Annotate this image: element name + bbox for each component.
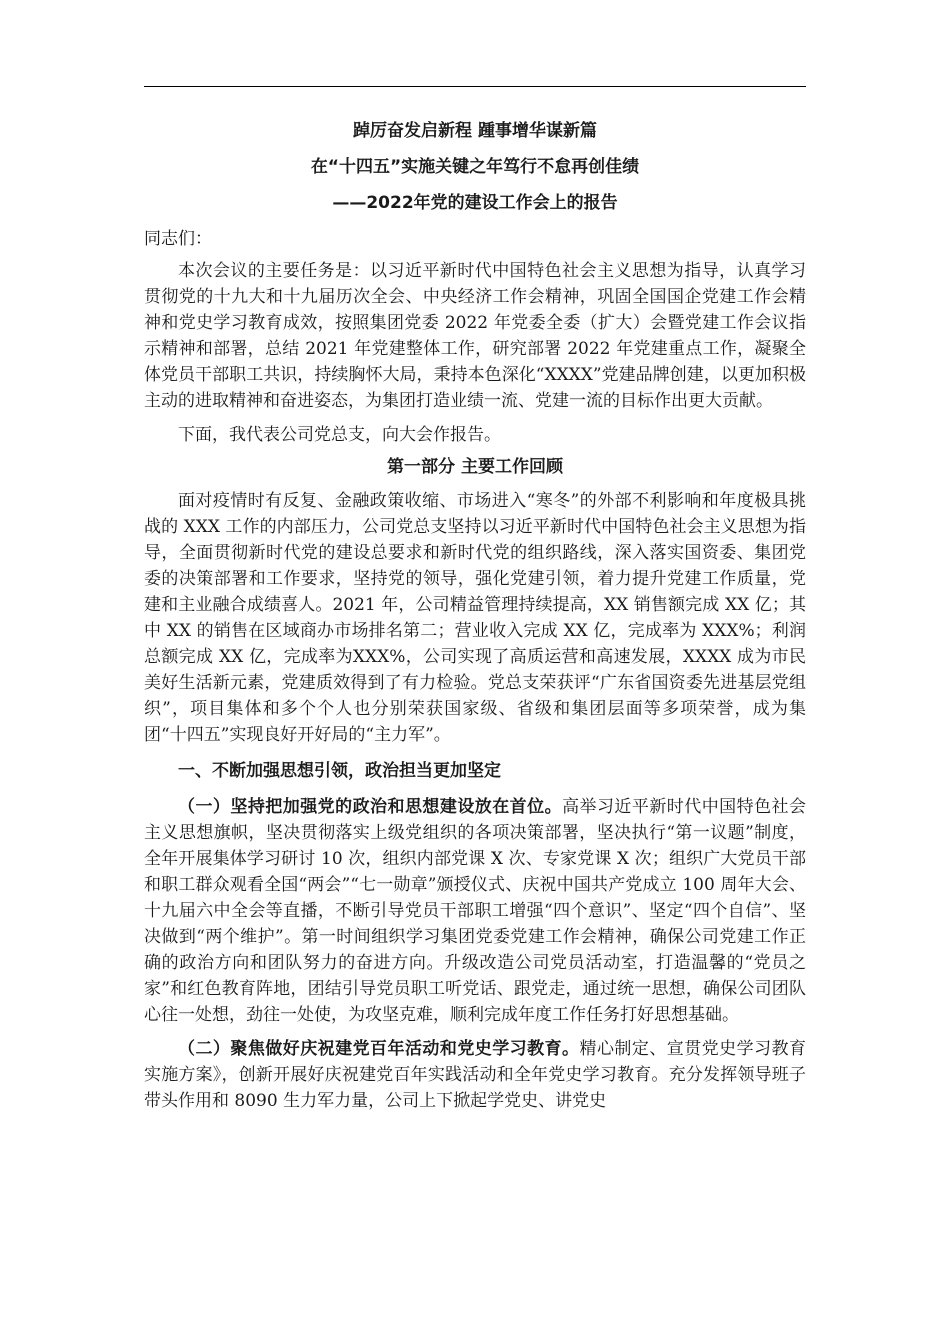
item-two-body: 精心制定、宣贯党史学习教育实施方案》，创新开展好庆祝建党百年实践活动和全年党史学习教育。充分发挥领导班子带头作用和 8090 生力军力量，公司上下掀起学党史、讲党史 [144, 1039, 807, 1111]
salutation: 同志们： [144, 229, 212, 249]
item-two-paragraph [144, 1036, 806, 1114]
document-title-line-2: 在“十四五”实施关键之年笃行不怠再创佳绩 [310, 157, 640, 177]
intro-paragraph: 本次会议的主要任务是：以习近平新时代中国特色社会主义思想为指导，认真学习贯彻党的十九大和十九届历次全会、中央经济工作会精神，巩固全国国企党建工作会精神和党史学习教育成效，按照集团党委 2022 年党委全委（扩大）会暨党建工作会议指示精神和部署，总结 2021 年党建整体工作，研究部署 2022 年党建重点工作，凝聚全体党员干部职工共识，持续胸怀大局，秉持本色深化“XXXX”党建品牌创建，以更加积极主动的进取精神和奋进姿态，为集团打造业绩一流、党建一流的目标作出更大贡献。 [144, 261, 806, 411]
part-one-heading: 第一部分 主要工作回顾 [387, 457, 563, 477]
item-one-lead: （一）坚持把加强党的政治和思想建设放在首位。 [178, 797, 563, 817]
review-paragraph: 面对疫情时有反复、金融政策收缩、市场进入“寒冬”的外部不利影响和年度极具挑战的 XXX 工作的内部压力，公司党总支坚持以习近平新时代中国特色社会主义思想为指导，全面贯彻新时代党的建设总要求和新时代党的组织路线，深入落实国资委、集团党委的决策部署和工作要求，坚持党的领导，强化党建引领，着力提升党建工作质量，党建和主业融合成绩喜人。2021 年，公司精益管理持续提高，XX 销售额完成 XX 亿；其中 XX 的销售在区域商办市场排名第二；营业收入完成 XX 亿，完成率为 XXX%；利润总额完成 XX 亿，完成率为XXX%，公司实现了高质运营和高速发展，XXXX 成为市民美好生活新元素，党建质效得到了有力检验。党总支荣获评“广东省国资委先进基层党组织”，项目集体和多个个人也分别荣获国家级、省级和集团层面等多项荣誉，成为集团“十四五”实现良好开好局的“主力军”。 [144, 491, 806, 745]
section-one-heading: 一、不断加强思想引领，政治担当更加坚定 [178, 761, 501, 781]
document-title-line-1: 踔厉奋发启新程 踵事增华谋新篇 [353, 121, 597, 141]
item-one-paragraph [144, 794, 806, 1028]
document-body [144, 120, 806, 1114]
item-one-body: 高举习近平新时代中国特色社会主义思想旗帜，坚决贯彻落实上级党组织的各项决策部署，坚决执行“第一议题”制度，全年开展集体学习研讨 10 次，组织内部党课 X 次、专家党课 X 次；组织广大党员干部和职工群众观看全国“两会”“七一勋章”颁授仪式、庆祝中国共产党成立 100 周年大会、十九届六中全会等直播，不断引导党员干部职工增强“四个意识”、坚定“四个自信”、坚决做到“两个维护”。第一时间组织学习集团党委党建工作会精神，确保公司党建工作正确的政治方向和团队努力的奋进方向。升级改造公司党员活动室，打造温馨的“党员之家”和红色教育阵地，团结引导党员职工听党话、跟党走，通过统一思想，确保公司团队心往一处想，劲往一处使，为攻坚克难，顺利完成年度工作任务打好思想基础。 [144, 797, 807, 1025]
document-subtitle: ——2022年党的建设工作会上的报告 [332, 193, 618, 213]
report-paragraph: 下面，我代表公司党总支，向大会作报告。 [178, 425, 501, 445]
item-two-lead: （二）聚焦做好庆祝建党百年活动和党史学习教育。 [178, 1039, 580, 1059]
header-rule [144, 86, 806, 87]
